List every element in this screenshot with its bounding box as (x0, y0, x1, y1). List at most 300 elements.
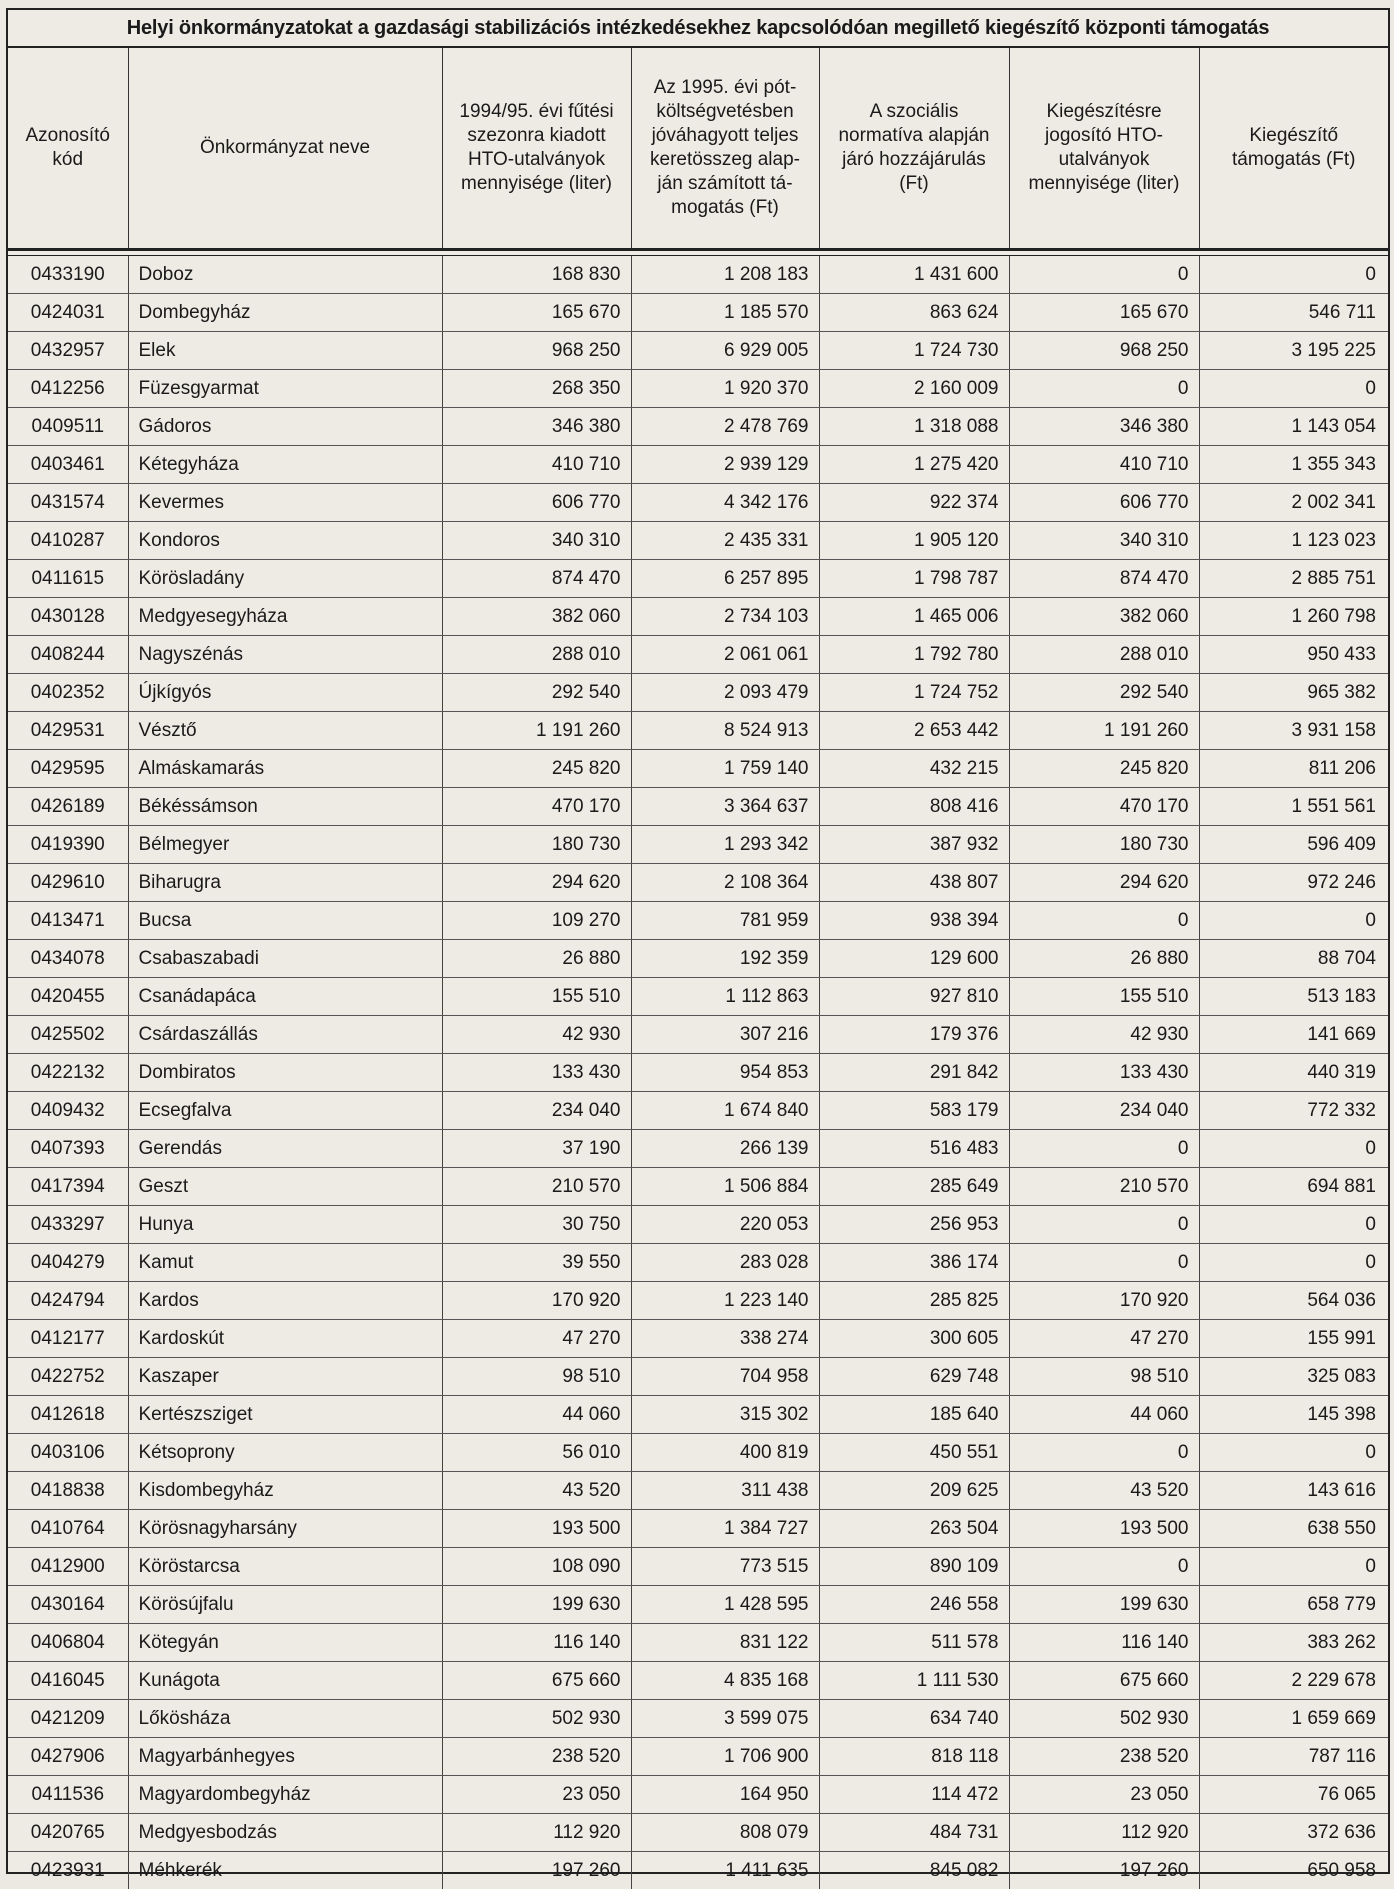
cell-code: 0404279 (8, 1244, 128, 1282)
cell-code: 0429531 (8, 712, 128, 750)
cell-name: Kevermes (128, 484, 442, 522)
cell-budget-support: 3 364 637 (631, 788, 819, 826)
cell-hto-issued: 502 930 (442, 1700, 631, 1738)
cell-code: 0411536 (8, 1776, 128, 1814)
cell-budget-support: 6 929 005 (631, 332, 819, 370)
cell-name: Kétegyháza (128, 446, 442, 484)
cell-code: 0432957 (8, 332, 128, 370)
cell-name: Köröstarcsa (128, 1548, 442, 1586)
cell-name: Kötegyán (128, 1624, 442, 1662)
cell-budget-support: 2 734 103 (631, 598, 819, 636)
cell-supplementary-support: 0 (1199, 1244, 1388, 1282)
cell-name: Magyarbánhegyes (128, 1738, 442, 1776)
cell-code: 0429610 (8, 864, 128, 902)
table-row (8, 1016, 1388, 1054)
cell-supplementary-support: 811 206 (1199, 750, 1388, 788)
cell-budget-support: 1 411 635 (631, 1852, 819, 1889)
cell-social-contribution: 629 748 (819, 1358, 1009, 1396)
cell-social-contribution: 1 724 752 (819, 674, 1009, 712)
cell-hto-issued: 39 550 (442, 1244, 631, 1282)
cell-hto-issued: 606 770 (442, 484, 631, 522)
cell-social-contribution: 256 953 (819, 1206, 1009, 1244)
cell-supplementary-support: 0 (1199, 256, 1388, 294)
cell-hto-issued: 23 050 (442, 1776, 631, 1814)
table-row (8, 1396, 1388, 1434)
cell-budget-support: 192 359 (631, 940, 819, 978)
table-row (8, 788, 1388, 826)
cell-code: 0422752 (8, 1358, 128, 1396)
cell-hto-eligible: 210 570 (1009, 1168, 1199, 1206)
table-row (8, 1206, 1388, 1244)
cell-social-contribution: 438 807 (819, 864, 1009, 902)
cell-supplementary-support: 787 116 (1199, 1738, 1388, 1776)
cell-name: Bucsa (128, 902, 442, 940)
cell-name: Almáskamarás (128, 750, 442, 788)
cell-hto-eligible: 675 660 (1009, 1662, 1199, 1700)
header-supplementary-support: Kiegészítő támogatás (Ft) (1199, 48, 1388, 248)
cell-code: 0433297 (8, 1206, 128, 1244)
cell-hto-issued: 1 191 260 (442, 712, 631, 750)
cell-hto-eligible: 43 520 (1009, 1472, 1199, 1510)
cell-code: 0424794 (8, 1282, 128, 1320)
cell-budget-support: 2 435 331 (631, 522, 819, 560)
cell-hto-eligible: 874 470 (1009, 560, 1199, 598)
cell-hto-issued: 42 930 (442, 1016, 631, 1054)
cell-supplementary-support: 0 (1199, 370, 1388, 408)
cell-code: 0412177 (8, 1320, 128, 1358)
cell-budget-support: 2 478 769 (631, 408, 819, 446)
cell-hto-issued: 675 660 (442, 1662, 631, 1700)
cell-name: Kardoskút (128, 1320, 442, 1358)
cell-budget-support: 283 028 (631, 1244, 819, 1282)
cell-hto-eligible: 116 140 (1009, 1624, 1199, 1662)
cell-social-contribution: 516 483 (819, 1130, 1009, 1168)
table-row (8, 674, 1388, 712)
cell-code: 0429595 (8, 750, 128, 788)
cell-social-contribution: 1 318 088 (819, 408, 1009, 446)
cell-hto-eligible: 245 820 (1009, 750, 1199, 788)
table-row (8, 864, 1388, 902)
cell-hto-eligible: 0 (1009, 1548, 1199, 1586)
cell-code: 0409432 (8, 1092, 128, 1130)
cell-hto-issued: 180 730 (442, 826, 631, 864)
cell-supplementary-support: 0 (1199, 902, 1388, 940)
cell-hto-eligible: 155 510 (1009, 978, 1199, 1016)
cell-budget-support: 311 438 (631, 1472, 819, 1510)
cell-code: 0402352 (8, 674, 128, 712)
cell-hto-issued: 245 820 (442, 750, 631, 788)
cell-name: Újkígyós (128, 674, 442, 712)
table-row (8, 978, 1388, 1016)
cell-budget-support: 3 599 075 (631, 1700, 819, 1738)
table-row (8, 1472, 1388, 1510)
table-row (8, 598, 1388, 636)
cell-hto-eligible: 0 (1009, 1130, 1199, 1168)
cell-hto-issued: 234 040 (442, 1092, 631, 1130)
cell-social-contribution: 2 653 442 (819, 712, 1009, 750)
cell-supplementary-support: 0 (1199, 1130, 1388, 1168)
cell-name: Kardos (128, 1282, 442, 1320)
table-row (8, 902, 1388, 940)
cell-name: Csárdaszállás (128, 1016, 442, 1054)
table-row (8, 940, 1388, 978)
cell-budget-support: 315 302 (631, 1396, 819, 1434)
cell-code: 0412618 (8, 1396, 128, 1434)
header-name: Önkormányzat neve (128, 48, 442, 248)
cell-hto-eligible: 294 620 (1009, 864, 1199, 902)
cell-social-contribution: 114 472 (819, 1776, 1009, 1814)
cell-hto-issued: 37 190 (442, 1130, 631, 1168)
cell-social-contribution: 263 504 (819, 1510, 1009, 1548)
table-row (8, 560, 1388, 598)
cell-code: 0403106 (8, 1434, 128, 1472)
cell-hto-issued: 165 670 (442, 294, 631, 332)
cell-code: 0412900 (8, 1548, 128, 1586)
cell-social-contribution: 845 082 (819, 1852, 1009, 1889)
cell-name: Körösladány (128, 560, 442, 598)
cell-budget-support: 1 185 570 (631, 294, 819, 332)
cell-hto-eligible: 165 670 (1009, 294, 1199, 332)
cell-supplementary-support: 772 332 (1199, 1092, 1388, 1130)
cell-hto-issued: 470 170 (442, 788, 631, 826)
cell-code: 0421209 (8, 1700, 128, 1738)
cell-code: 0431574 (8, 484, 128, 522)
cell-code: 0425502 (8, 1016, 128, 1054)
table-row (8, 826, 1388, 864)
cell-social-contribution: 922 374 (819, 484, 1009, 522)
table-row (8, 1434, 1388, 1472)
cell-supplementary-support: 694 881 (1199, 1168, 1388, 1206)
cell-name: Kisdombegyház (128, 1472, 442, 1510)
cell-supplementary-support: 513 183 (1199, 978, 1388, 1016)
cell-name: Lőkösháza (128, 1700, 442, 1738)
cell-hto-issued: 108 090 (442, 1548, 631, 1586)
cell-code: 0424031 (8, 294, 128, 332)
cell-name: Kaszaper (128, 1358, 442, 1396)
cell-hto-eligible: 23 050 (1009, 1776, 1199, 1814)
cell-hto-eligible: 197 260 (1009, 1852, 1199, 1889)
header-code: Azonosító kód (8, 48, 128, 248)
cell-name: Medgyesegyháza (128, 598, 442, 636)
cell-name: Geszt (128, 1168, 442, 1206)
table-row (8, 370, 1388, 408)
cell-code: 0422132 (8, 1054, 128, 1092)
cell-code: 0409511 (8, 408, 128, 446)
table-row (8, 1586, 1388, 1624)
cell-hto-eligible: 292 540 (1009, 674, 1199, 712)
cell-hto-eligible: 180 730 (1009, 826, 1199, 864)
cell-social-contribution: 1 724 730 (819, 332, 1009, 370)
cell-social-contribution: 484 731 (819, 1814, 1009, 1852)
cell-hto-issued: 193 500 (442, 1510, 631, 1548)
cell-hto-issued: 238 520 (442, 1738, 631, 1776)
cell-budget-support: 1 674 840 (631, 1092, 819, 1130)
header-social-contribution: A szociális normatíva alapján járó hozzájárulás (Ft) (819, 48, 1009, 248)
cell-social-contribution: 511 578 (819, 1624, 1009, 1662)
cell-social-contribution: 1 905 120 (819, 522, 1009, 560)
cell-hto-issued: 112 920 (442, 1814, 631, 1852)
cell-name: Gádoros (128, 408, 442, 446)
table-row (8, 332, 1388, 370)
cell-code: 0430128 (8, 598, 128, 636)
table-row (8, 446, 1388, 484)
cell-hto-issued: 30 750 (442, 1206, 631, 1244)
cell-supplementary-support: 76 065 (1199, 1776, 1388, 1814)
cell-budget-support: 781 959 (631, 902, 819, 940)
cell-social-contribution: 209 625 (819, 1472, 1009, 1510)
cell-budget-support: 1 759 140 (631, 750, 819, 788)
cell-hto-issued: 116 140 (442, 1624, 631, 1662)
header-budget-support: Az 1995. évi pót-költségvetésben jóváhagyott teljes keretösszeg alap-ján számított tá-mogatás (Ft) (631, 48, 819, 248)
cell-hto-issued: 874 470 (442, 560, 631, 598)
cell-code: 0411615 (8, 560, 128, 598)
table-row (8, 1054, 1388, 1092)
cell-hto-eligible: 0 (1009, 1434, 1199, 1472)
cell-social-contribution: 2 160 009 (819, 370, 1009, 408)
cell-name: Kétsoprony (128, 1434, 442, 1472)
cell-budget-support: 1 208 183 (631, 256, 819, 294)
cell-supplementary-support: 0 (1199, 1548, 1388, 1586)
cell-name: Elek (128, 332, 442, 370)
cell-social-contribution: 246 558 (819, 1586, 1009, 1624)
cell-hto-issued: 294 620 (442, 864, 631, 902)
cell-hto-eligible: 606 770 (1009, 484, 1199, 522)
cell-supplementary-support: 950 433 (1199, 636, 1388, 674)
cell-hto-eligible: 340 310 (1009, 522, 1199, 560)
cell-supplementary-support: 972 246 (1199, 864, 1388, 902)
cell-hto-issued: 197 260 (442, 1852, 631, 1889)
cell-hto-eligible: 470 170 (1009, 788, 1199, 826)
cell-name: Körösnagyharsány (128, 1510, 442, 1548)
cell-social-contribution: 927 810 (819, 978, 1009, 1016)
cell-hto-issued: 968 250 (442, 332, 631, 370)
cell-budget-support: 307 216 (631, 1016, 819, 1054)
cell-social-contribution: 432 215 (819, 750, 1009, 788)
cell-hto-eligible: 234 040 (1009, 1092, 1199, 1130)
cell-supplementary-support: 0 (1199, 1206, 1388, 1244)
table-row (8, 1510, 1388, 1548)
table-header (8, 48, 1388, 248)
cell-budget-support: 1 506 884 (631, 1168, 819, 1206)
cell-social-contribution: 285 649 (819, 1168, 1009, 1206)
table-row (8, 1738, 1388, 1776)
cell-budget-support: 1 223 140 (631, 1282, 819, 1320)
cell-supplementary-support: 658 779 (1199, 1586, 1388, 1624)
cell-supplementary-support: 638 550 (1199, 1510, 1388, 1548)
cell-code: 0417394 (8, 1168, 128, 1206)
cell-name: Körösújfalu (128, 1586, 442, 1624)
cell-hto-issued: 155 510 (442, 978, 631, 1016)
cell-code: 0407393 (8, 1130, 128, 1168)
cell-code: 0418838 (8, 1472, 128, 1510)
cell-hto-eligible: 410 710 (1009, 446, 1199, 484)
cell-social-contribution: 890 109 (819, 1548, 1009, 1586)
cell-social-contribution: 818 118 (819, 1738, 1009, 1776)
cell-supplementary-support: 88 704 (1199, 940, 1388, 978)
cell-name: Dombegyház (128, 294, 442, 332)
cell-hto-eligible: 42 930 (1009, 1016, 1199, 1054)
cell-hto-issued: 56 010 (442, 1434, 631, 1472)
cell-hto-issued: 410 710 (442, 446, 631, 484)
cell-hto-eligible: 1 191 260 (1009, 712, 1199, 750)
cell-hto-issued: 109 270 (442, 902, 631, 940)
table-row (8, 712, 1388, 750)
cell-social-contribution: 387 932 (819, 826, 1009, 864)
cell-social-contribution: 291 842 (819, 1054, 1009, 1092)
cell-hto-issued: 43 520 (442, 1472, 631, 1510)
header-divider (8, 248, 1388, 256)
cell-name: Dombiratos (128, 1054, 442, 1092)
cell-supplementary-support: 1 143 054 (1199, 408, 1388, 446)
cell-hto-issued: 199 630 (442, 1586, 631, 1624)
table-row (8, 1548, 1388, 1586)
cell-supplementary-support: 1 123 023 (1199, 522, 1388, 560)
cell-supplementary-support: 1 659 669 (1199, 1700, 1388, 1738)
header-hto-eligible: Kiegészítésre jogosító HTO-utalványok mennyisége (liter) (1009, 48, 1199, 248)
cell-social-contribution: 1 111 530 (819, 1662, 1009, 1700)
cell-hto-eligible: 26 880 (1009, 940, 1199, 978)
cell-supplementary-support: 145 398 (1199, 1396, 1388, 1434)
cell-hto-eligible: 502 930 (1009, 1700, 1199, 1738)
cell-name: Medgyesbodzás (128, 1814, 442, 1852)
cell-supplementary-support: 2 885 751 (1199, 560, 1388, 598)
cell-supplementary-support: 1 355 343 (1199, 446, 1388, 484)
table-row (8, 294, 1388, 332)
cell-hto-eligible: 968 250 (1009, 332, 1199, 370)
cell-code: 0430164 (8, 1586, 128, 1624)
cell-name: Kamut (128, 1244, 442, 1282)
cell-supplementary-support: 141 669 (1199, 1016, 1388, 1054)
cell-budget-support: 831 122 (631, 1624, 819, 1662)
cell-code: 0408244 (8, 636, 128, 674)
cell-social-contribution: 938 394 (819, 902, 1009, 940)
cell-budget-support: 2 061 061 (631, 636, 819, 674)
cell-supplementary-support: 546 711 (1199, 294, 1388, 332)
cell-supplementary-support: 2 229 678 (1199, 1662, 1388, 1700)
table-row (8, 484, 1388, 522)
cell-supplementary-support: 325 083 (1199, 1358, 1388, 1396)
cell-social-contribution: 808 416 (819, 788, 1009, 826)
cell-social-contribution: 1 275 420 (819, 446, 1009, 484)
cell-social-contribution: 634 740 (819, 1700, 1009, 1738)
table-row (8, 750, 1388, 788)
cell-budget-support: 1 920 370 (631, 370, 819, 408)
cell-social-contribution: 1 798 787 (819, 560, 1009, 598)
cell-budget-support: 954 853 (631, 1054, 819, 1092)
cell-budget-support: 2 108 364 (631, 864, 819, 902)
table-row (8, 1852, 1388, 1889)
cell-hto-eligible: 382 060 (1009, 598, 1199, 636)
cell-budget-support: 808 079 (631, 1814, 819, 1852)
table-row (8, 1358, 1388, 1396)
cell-social-contribution: 129 600 (819, 940, 1009, 978)
cell-hto-issued: 170 920 (442, 1282, 631, 1320)
cell-supplementary-support: 0 (1199, 1434, 1388, 1472)
cell-hto-issued: 288 010 (442, 636, 631, 674)
table-row (8, 1776, 1388, 1814)
header-hto-issued: 1994/95. évi fűtési szezonra kiadott HTO-utalványok mennyisége (liter) (442, 48, 631, 248)
document-sheet (6, 8, 1390, 1874)
cell-hto-issued: 292 540 (442, 674, 631, 712)
cell-social-contribution: 1 465 006 (819, 598, 1009, 636)
cell-hto-eligible: 133 430 (1009, 1054, 1199, 1092)
cell-budget-support: 1 428 595 (631, 1586, 819, 1624)
cell-social-contribution: 450 551 (819, 1434, 1009, 1472)
cell-code: 0433190 (8, 256, 128, 294)
cell-supplementary-support: 1 260 798 (1199, 598, 1388, 636)
cell-supplementary-support: 3 931 158 (1199, 712, 1388, 750)
cell-social-contribution: 386 174 (819, 1244, 1009, 1282)
cell-budget-support: 338 274 (631, 1320, 819, 1358)
cell-name: Magyardombegyház (128, 1776, 442, 1814)
table-row (8, 1624, 1388, 1662)
cell-name: Méhkerék (128, 1852, 442, 1889)
cell-code: 0410287 (8, 522, 128, 560)
cell-supplementary-support: 1 551 561 (1199, 788, 1388, 826)
cell-name: Doboz (128, 256, 442, 294)
cell-budget-support: 1 112 863 (631, 978, 819, 1016)
cell-name: Kertészsziget (128, 1396, 442, 1434)
cell-name: Békéssámson (128, 788, 442, 826)
cell-hto-issued: 346 380 (442, 408, 631, 446)
table-row (8, 1320, 1388, 1358)
cell-hto-eligible: 346 380 (1009, 408, 1199, 446)
cell-name: Kondoros (128, 522, 442, 560)
cell-budget-support: 2 939 129 (631, 446, 819, 484)
cell-name: Kunágota (128, 1662, 442, 1700)
cell-supplementary-support: 143 616 (1199, 1472, 1388, 1510)
cell-code: 0403461 (8, 446, 128, 484)
cell-budget-support: 220 053 (631, 1206, 819, 1244)
cell-hto-issued: 47 270 (442, 1320, 631, 1358)
cell-budget-support: 1 384 727 (631, 1510, 819, 1548)
cell-budget-support: 4 835 168 (631, 1662, 819, 1700)
cell-budget-support: 1 706 900 (631, 1738, 819, 1776)
cell-budget-support: 4 342 176 (631, 484, 819, 522)
cell-budget-support: 773 515 (631, 1548, 819, 1586)
cell-budget-support: 8 524 913 (631, 712, 819, 750)
table-row (8, 522, 1388, 560)
cell-hto-issued: 268 350 (442, 370, 631, 408)
cell-supplementary-support: 2 002 341 (1199, 484, 1388, 522)
cell-hto-eligible: 193 500 (1009, 1510, 1199, 1548)
cell-name: Hunya (128, 1206, 442, 1244)
table-row (8, 1282, 1388, 1320)
cell-hto-issued: 98 510 (442, 1358, 631, 1396)
cell-name: Bélmegyer (128, 826, 442, 864)
cell-supplementary-support: 3 195 225 (1199, 332, 1388, 370)
cell-name: Nagyszénás (128, 636, 442, 674)
cell-social-contribution: 300 605 (819, 1320, 1009, 1358)
table-row (8, 256, 1388, 294)
table-row (8, 1168, 1388, 1206)
cell-hto-issued: 44 060 (442, 1396, 631, 1434)
cell-code: 0413471 (8, 902, 128, 940)
cell-name: Ecsegfalva (128, 1092, 442, 1130)
cell-hto-eligible: 0 (1009, 370, 1199, 408)
cell-hto-eligible: 112 920 (1009, 1814, 1199, 1852)
cell-hto-eligible: 0 (1009, 1206, 1199, 1244)
cell-code: 0416045 (8, 1662, 128, 1700)
cell-budget-support: 704 958 (631, 1358, 819, 1396)
cell-supplementary-support: 965 382 (1199, 674, 1388, 712)
cell-budget-support: 1 293 342 (631, 826, 819, 864)
cell-social-contribution: 583 179 (819, 1092, 1009, 1130)
cell-supplementary-support: 650 958 (1199, 1852, 1388, 1889)
cell-name: Csabaszabadi (128, 940, 442, 978)
cell-name: Biharugra (128, 864, 442, 902)
data-table (8, 256, 1388, 1889)
